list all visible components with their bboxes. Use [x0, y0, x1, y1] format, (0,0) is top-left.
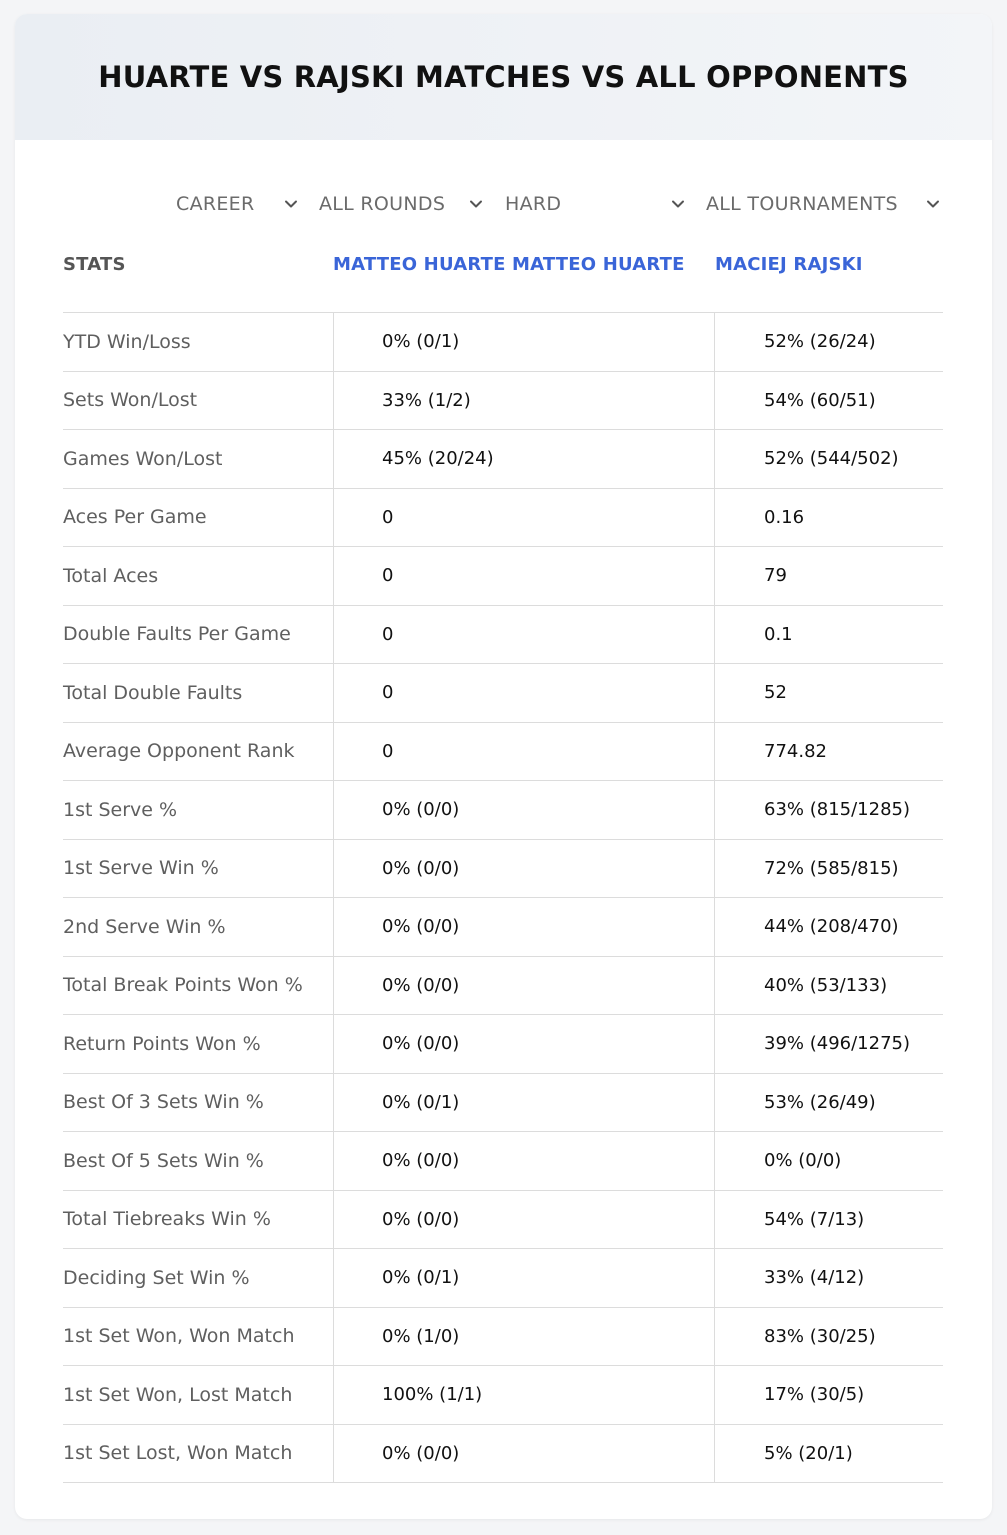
chevron-down-icon: [926, 197, 940, 211]
table-row: [63, 1015, 943, 1074]
player1-stat-value: 0% (0/0): [333, 1132, 714, 1190]
stat-label: Games Won/Lost: [63, 447, 223, 470]
player1-stat-value: 0% (0/1): [333, 1249, 714, 1307]
stat-label: Total Double Faults: [63, 681, 243, 704]
player2-stat-value: 52% (544/502): [714, 430, 943, 488]
player1-stat-value: 0% (0/0): [333, 1191, 714, 1249]
table-row: [63, 372, 943, 431]
player2-stat-value: 774.82: [714, 723, 943, 781]
player1-stat-value: 0% (0/0): [333, 957, 714, 1015]
player2-stat-value: 5% (20/1): [714, 1425, 943, 1483]
player2-stat-value: 52% (26/24): [714, 313, 943, 371]
filter-surface-select[interactable]: [505, 188, 685, 220]
table-row: [63, 489, 943, 548]
stat-label: Return Points Won %: [63, 1032, 261, 1055]
stats-card: [15, 14, 992, 1519]
player1-stat-value: 0% (0/0): [333, 781, 714, 839]
table-row: [63, 430, 943, 489]
player2-stat-value: 44% (208/470): [714, 898, 943, 956]
stat-label: Average Opponent Rank: [63, 740, 295, 763]
player1-stat-value: 33% (1/2): [333, 372, 714, 430]
table-row: [63, 1132, 943, 1191]
player2-stat-value: 52: [714, 664, 943, 722]
stat-label: 1st Set Won, Won Match: [63, 1325, 295, 1348]
player1-stat-value: 0% (0/0): [333, 1425, 714, 1483]
stat-label: 1st Serve Win %: [63, 857, 219, 880]
player2-stat-value: 83% (30/25): [714, 1308, 943, 1366]
player2-link[interactable]: MACIEJ RAJSKI: [715, 254, 863, 275]
player1-stat-value: 0: [333, 547, 714, 605]
player1-stat-value: 0: [333, 723, 714, 781]
stat-label: Best Of 5 Sets Win %: [63, 1149, 264, 1172]
player1-stat-value: 0% (0/1): [333, 1074, 714, 1132]
stat-label: 1st Serve %: [63, 798, 178, 821]
table-row: [63, 1249, 943, 1308]
stat-label: Total Break Points Won %: [63, 974, 303, 997]
player1-stat-value: 0: [333, 606, 714, 664]
player1-stat-value: 100% (1/1): [333, 1366, 714, 1424]
stat-label: Best Of 3 Sets Win %: [63, 1091, 264, 1114]
filter-tournaments-select[interactable]: [706, 188, 940, 220]
filter-surface-label: HARD: [505, 193, 562, 215]
player1-stat-value: 0% (0/1): [333, 313, 714, 371]
player1-stat-value: 45% (20/24): [333, 430, 714, 488]
chevron-down-icon: [671, 197, 685, 211]
player2-stat-value: 79: [714, 547, 943, 605]
player2-stat-value: 0% (0/0): [714, 1132, 943, 1190]
chevron-down-icon: [469, 197, 483, 211]
player1-stat-value: 0% (0/0): [333, 1015, 714, 1073]
stat-label: Double Faults Per Game: [63, 623, 291, 646]
stat-label: YTD Win/Loss: [63, 330, 191, 353]
table-row: [63, 664, 943, 723]
filter-bar: [15, 188, 992, 220]
table-row: [63, 781, 943, 840]
player2-stat-value: 33% (4/12): [714, 1249, 943, 1307]
player2-stat-value: 39% (496/1275): [714, 1015, 943, 1073]
player2-stat-value: 54% (60/51): [714, 372, 943, 430]
stats-table: [63, 312, 943, 1483]
stat-label: Total Aces: [63, 564, 159, 587]
player2-stat-value: 0.16: [714, 489, 943, 547]
player1-stat-value: 0: [333, 489, 714, 547]
stat-label: Sets Won/Lost: [63, 389, 198, 412]
player1-stat-value: 0% (1/0): [333, 1308, 714, 1366]
filter-period-label: CAREER: [176, 193, 255, 215]
player2-stat-value: 17% (30/5): [714, 1366, 943, 1424]
stat-label: 2nd Serve Win %: [63, 915, 226, 938]
filter-rounds-select[interactable]: [319, 188, 483, 220]
stats-column-header: STATS: [63, 254, 126, 275]
player2-stat-value: 54% (7/13): [714, 1191, 943, 1249]
player1-stat-value: 0: [333, 664, 714, 722]
table-row: [63, 898, 943, 957]
stats-table-header: [63, 254, 943, 284]
table-row: [63, 1366, 943, 1425]
player1-stat-value: 0% (0/0): [333, 898, 714, 956]
stat-label: Deciding Set Win %: [63, 1266, 250, 1289]
player1-link[interactable]: MATTEO HUARTE MATTEO HUARTE: [333, 254, 685, 275]
table-row: [63, 606, 943, 665]
table-row: [63, 1308, 943, 1367]
card-header: [15, 14, 992, 140]
player1-stat-value: 0% (0/0): [333, 840, 714, 898]
table-row: [63, 957, 943, 1016]
player2-stat-value: 53% (26/49): [714, 1074, 943, 1132]
filter-tournaments-label: ALL TOURNAMENTS: [706, 193, 898, 215]
player2-stat-value: 63% (815/1285): [714, 781, 943, 839]
table-row: [63, 313, 943, 372]
player2-stat-value: 72% (585/815): [714, 840, 943, 898]
table-row: [63, 1425, 943, 1484]
table-row: [63, 840, 943, 899]
filter-rounds-label: ALL ROUNDS: [319, 193, 446, 215]
stat-label: 1st Set Won, Lost Match: [63, 1383, 293, 1406]
table-row: [63, 547, 943, 606]
stat-label: 1st Set Lost, Won Match: [63, 1442, 293, 1465]
table-row: [63, 1191, 943, 1250]
stat-label: Total Tiebreaks Win %: [63, 1208, 271, 1231]
player2-stat-value: 40% (53/133): [714, 957, 943, 1015]
table-row: [63, 1074, 943, 1133]
chevron-down-icon: [284, 197, 298, 211]
table-row: [63, 723, 943, 782]
stat-label: Aces Per Game: [63, 506, 207, 529]
player2-stat-value: 0.1: [714, 606, 943, 664]
filter-period-select[interactable]: [176, 188, 298, 220]
page-title: HUARTE VS RAJSKI MATCHES VS ALL OPPONENTS: [98, 60, 909, 94]
